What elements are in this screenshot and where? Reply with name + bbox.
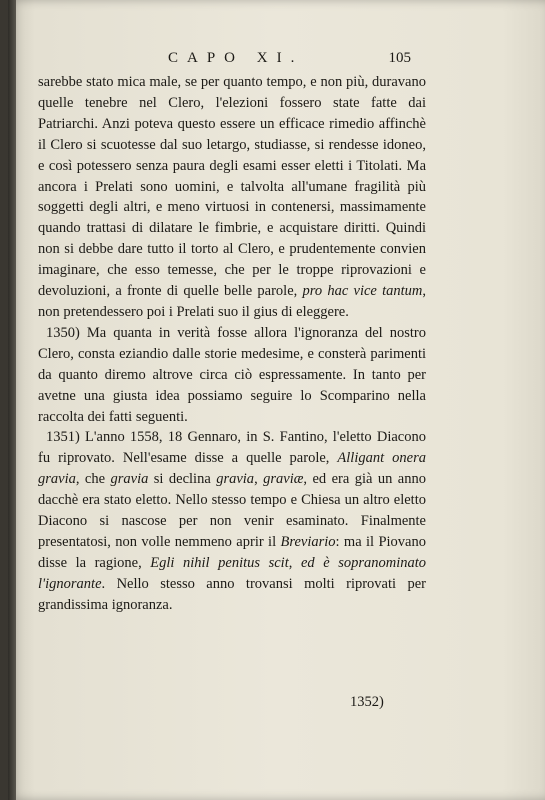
- italic-phrase: gravia: [216, 471, 255, 488]
- paragraph: [38, 427, 426, 615]
- paragraph: [38, 72, 426, 323]
- italic-phrase: Alligant onera gravia: [38, 450, 426, 488]
- text-run: sarebbe stato mica male, se per quanto tempo, e non più, duravano quelle tenebre nel Clero, l'elezioni fossero state fatte dai Patriarchi. Anzi poteva questo essere un efficace rimedio affinchè il Clero si scuotesse dal suo letargo, studiasse, si rendesse idoneo, e così potessero senza paura degli esami esser eletti i Titolati. Ma ancora i Prelati sono uomini, e talvolta all'umane fragilità più soggetti degli altri, e meno virtuosi in contenersi, massimamente quando trattasi di dilatare le fimbrie, e acquistare diritti. Quindi non si debbe dare tutto il torto al Clero, e prudentemente convien imaginare, che esso temesse, che per le troppe riprovazioni e devoluzioni, a fronte di quelle belle parole,: [38, 74, 426, 300]
- text-run: ,: [254, 471, 264, 488]
- catchword: 1352): [350, 694, 384, 710]
- italic-phrase: pro hac vice tantum: [302, 283, 423, 300]
- page-number: 105: [388, 50, 411, 66]
- paragraph: [38, 323, 426, 428]
- text-run: ,: [288, 554, 301, 571]
- running-head: [8, 50, 545, 72]
- italic-phrase: gravia: [110, 471, 149, 488]
- text-run: , non pretendessero poi i Prelati suo il gius di eleggere.: [38, 283, 426, 320]
- text-run: , che: [75, 471, 111, 488]
- text-run: 1351) L'anno 1558, 18 Gennaro, in S. Fantino, l'eletto Diacono fu riprovato. Nell'esame disse a quelle parole,: [38, 429, 426, 467]
- book-page: [8, 0, 545, 800]
- text-run: : ma il Piovano disse la ragione,: [38, 533, 426, 571]
- italic-phrase: ed è sopranominato l'ignorante: [38, 554, 427, 592]
- text-run: 1350) Ma quanta in verità fosse allora l'ignoranza del nostro Clero, consta eziandio dalle storie medesime, e consterà parimenti da quanto diremo altrove circa ciò espressamente. In tanto per avetne una giusta idea possiamo seguire lo Scomparino nella raccolta dei fatti seguenti.: [38, 324, 426, 425]
- text-run: si declina: [148, 471, 217, 488]
- italic-phrase: Breviario: [280, 533, 336, 550]
- text-run: , ed era già un anno dacchè era stato eletto. Nello stesso tempo e Chiesa un altro eletto Diacono si nascose per non venir esaminato. Finalmente presentatosi, non volle nemmeno aprir il: [38, 471, 426, 550]
- body-text: [38, 72, 426, 616]
- page-binding-edge: [8, 0, 16, 800]
- chapter-heading: CAPO XI.: [168, 50, 304, 66]
- italic-phrase: Egli nihil penitus scit: [150, 554, 289, 571]
- text-run: . Nello stesso anno trovansi molti riprovati per grandissima ignoranza.: [38, 575, 426, 613]
- italic-phrase: graviæ: [263, 471, 304, 488]
